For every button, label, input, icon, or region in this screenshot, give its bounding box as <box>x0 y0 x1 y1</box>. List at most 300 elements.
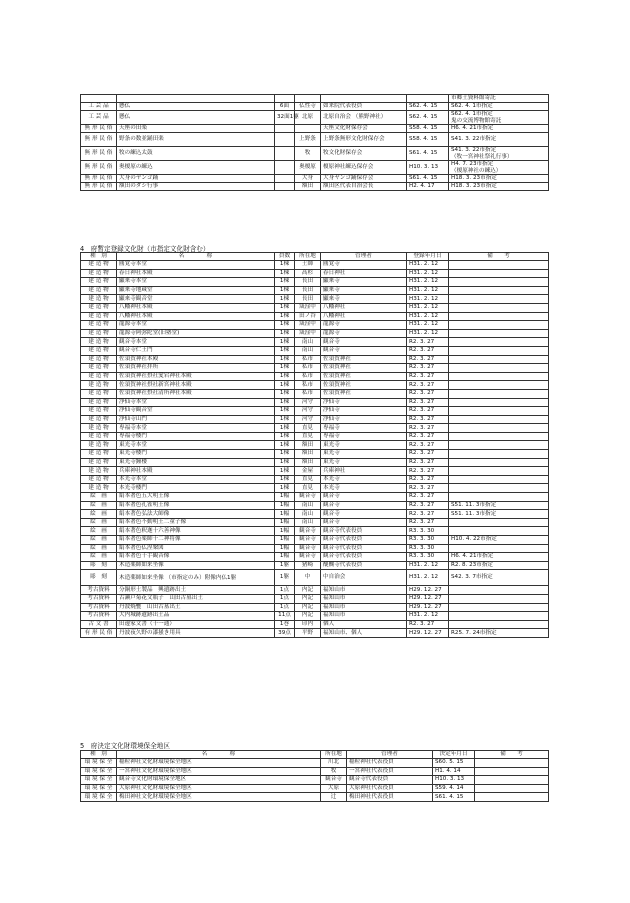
admin-cell: 佐須賀神社 <box>321 355 407 364</box>
admin-cell: 榎原神社練込保存会 <box>321 161 407 175</box>
note-cell <box>449 441 549 450</box>
section5-table-body <box>81 759 549 802</box>
count-cell: 1棟 <box>275 364 295 373</box>
name-cell: 絹本著色薬師十二神将像 <box>117 536 275 545</box>
kind-cell: 建 造 物 <box>81 441 117 450</box>
note-cell <box>449 484 549 493</box>
table-row <box>81 295 549 304</box>
count-cell: 1棟 <box>275 355 295 364</box>
table-row <box>81 620 549 629</box>
date-cell: R2. 3. 27 <box>407 372 449 381</box>
name-cell: 大身のヤンゴ踊 <box>117 175 275 183</box>
kind-cell: 建 造 物 <box>81 389 117 398</box>
admin-cell: 顯來寺 <box>321 286 407 295</box>
name-cell: 専福寺楼門 <box>117 432 275 441</box>
table-row <box>81 603 549 612</box>
table-row <box>81 398 549 407</box>
location-cell: 河守 <box>295 407 321 416</box>
count-cell: 1棟 <box>275 381 295 390</box>
note-cell: S51. 11. 3市指定 <box>449 510 549 519</box>
name-cell: 佐須賀神社本殿 <box>117 355 275 364</box>
name-cell: 絹本著色釈迦十六善神像 <box>117 527 275 536</box>
note-line: H4. 7. 23市指定 <box>451 161 494 168</box>
count-cell <box>275 161 295 175</box>
note-cell <box>449 329 549 338</box>
count-cell: 1幅 <box>275 536 295 545</box>
table-cell <box>407 95 449 103</box>
admin-cell: 龍源寺 <box>321 329 407 338</box>
admin-cell: 佐須賀神社 <box>321 372 407 381</box>
date-cell: H10. 3. 13 <box>433 776 475 785</box>
location-cell: 長田 <box>295 278 321 287</box>
note-cell: H6. 4. 21市指定 <box>449 553 549 562</box>
name-cell: 木造薬師如来坐像 <box>117 561 275 570</box>
name-cell: 八幡神社本殿 <box>117 303 275 312</box>
admin-cell: 顯來寺 <box>321 295 407 304</box>
note-line: S62. 4. 1市指定 <box>451 111 493 118</box>
count-cell: 1幅 <box>275 527 295 536</box>
admin-cell: 佐須賀神社 <box>321 364 407 373</box>
location-cell: 長田 <box>295 286 321 295</box>
count-cell: 1棟 <box>275 475 295 484</box>
table-row <box>81 381 549 390</box>
name-cell: 木造薬師如来坐像 （市指定のみ）附像内仏1躯 <box>117 570 275 586</box>
name-cell: 東光寺本堂 <box>117 441 275 450</box>
table-row <box>81 364 549 373</box>
count-cell: 1棟 <box>275 338 295 347</box>
location-cell: 牧 <box>295 147 321 161</box>
location-cell: 観音寺 <box>321 776 347 785</box>
note-cell <box>449 175 549 183</box>
admin-cell: 梅田神社代表役員 <box>347 793 433 802</box>
location-cell: 印内 <box>295 620 321 629</box>
count-cell: 1幅 <box>275 553 295 562</box>
table-row <box>81 321 549 330</box>
location-cell: 直見 <box>295 432 321 441</box>
table-row <box>81 527 549 536</box>
kind-cell: 建 造 物 <box>81 286 117 295</box>
location-cell: 内記 <box>295 603 321 612</box>
location-cell: 南山 <box>295 501 321 510</box>
kind-cell: 建 造 物 <box>81 269 117 278</box>
date-cell: R2. 3. 27 <box>407 518 449 527</box>
date-cell: S60. 5. 15 <box>433 759 475 768</box>
col-header: 備 考 <box>475 751 549 759</box>
name-cell: 野条の数並踊田楽 <box>117 133 275 147</box>
table-row <box>81 553 549 562</box>
count-cell: 1棟 <box>275 458 295 467</box>
kind-cell: 建 造 物 <box>81 484 117 493</box>
note-cell <box>449 450 549 459</box>
note-cell <box>449 398 549 407</box>
table-row <box>81 501 549 510</box>
col-header: 登録年月日 <box>407 253 449 261</box>
note-cell <box>449 424 549 433</box>
date-cell: H29. 12. 27 <box>407 603 449 612</box>
kind-cell: 絵 画 <box>81 493 117 502</box>
note-line: S41. 3. 22市指定 <box>451 136 497 143</box>
count-cell: 1棟 <box>275 372 295 381</box>
date-cell: H31. 2. 12 <box>407 303 449 312</box>
kind-cell: 絵 画 <box>81 544 117 553</box>
date-cell: R2. 3. 27 <box>407 338 449 347</box>
kind-cell: 建 造 物 <box>81 329 117 338</box>
name-cell: 大原神社文化財環境保全地区 <box>117 784 321 793</box>
name-cell: 浄仙寺山門 <box>117 415 275 424</box>
location-cell: 内記 <box>295 594 321 603</box>
note-line: 鬼の交流博物館寄託 <box>451 117 502 124</box>
note-cell <box>449 467 549 476</box>
kind-cell: 絵 画 <box>81 510 117 519</box>
admin-cell: 北原自治会 （熊野神社） <box>321 111 407 125</box>
name-cell: 絹本著色千手観音像 <box>117 553 275 562</box>
date-cell: R2. 3. 27 <box>407 415 449 424</box>
date-cell: R3. 3. 30 <box>407 544 449 553</box>
kind-cell: 建 造 物 <box>81 407 117 416</box>
count-cell: 1棟 <box>275 467 295 476</box>
table-row <box>81 286 549 295</box>
location-cell: 観音寺 <box>295 493 321 502</box>
name-cell: 佐須賀神社摂社清所神社本殿 <box>117 389 275 398</box>
date-cell: R2. 3. 27 <box>407 620 449 629</box>
col-header: 種 別 <box>81 253 117 261</box>
admin-cell: 専福寺 <box>321 432 407 441</box>
kind-cell: 無 形 民 俗 <box>81 125 117 133</box>
table-row <box>81 125 549 133</box>
location-cell: 額田 <box>295 441 321 450</box>
date-cell: R2. 3. 27 <box>407 484 449 493</box>
note-line: S62. 4. 1市指定 <box>451 103 493 110</box>
table-row <box>81 450 549 459</box>
name-cell: 絹本著色不動明王二童子像 <box>117 518 275 527</box>
table-row <box>81 278 549 287</box>
name-cell: 額田のダシ行事 <box>117 183 275 191</box>
table-row <box>81 95 549 103</box>
note-cell <box>449 527 549 536</box>
note-cell: R25. 7. 24市指定 <box>449 629 549 638</box>
kind-cell: 考古資料 <box>81 603 117 612</box>
name-cell: 本光寺楼門 <box>117 484 275 493</box>
note-cell <box>449 338 549 347</box>
table-row <box>81 261 549 270</box>
count-cell <box>275 125 295 133</box>
name-cell: 懸仏 <box>117 111 275 125</box>
col-header: 名 称 <box>117 253 275 261</box>
count-cell: 1点 <box>275 586 295 595</box>
kind-cell: 環 境 保 全 <box>81 759 117 768</box>
date-cell: S58. 4. 15 <box>407 125 449 133</box>
location-cell: 河守 <box>295 415 321 424</box>
kind-cell: 彫 刻 <box>81 570 117 586</box>
note-line: H18. 3. 23市指定 <box>451 175 497 182</box>
location-cell: 上野条 <box>295 133 321 147</box>
date-cell: H2. 4. 17 <box>407 183 449 191</box>
date-cell: H31. 2. 12 <box>407 312 449 321</box>
admin-cell: 福知山市 <box>321 586 407 595</box>
location-cell: 直見 <box>295 475 321 484</box>
name-cell: 顯來寺観音堂 <box>117 295 275 304</box>
name-cell: 専福寺本堂 <box>117 424 275 433</box>
table-row <box>81 407 549 416</box>
admin-cell: 福知山市 <box>321 594 407 603</box>
kind-cell: 絵 画 <box>81 553 117 562</box>
kind-cell: 建 造 物 <box>81 475 117 484</box>
admin-cell: 佐須賀神社 <box>321 381 407 390</box>
note-cell <box>449 312 549 321</box>
count-cell: 1棟 <box>275 321 295 330</box>
table-row <box>81 415 549 424</box>
admin-cell: 観音寺 <box>321 493 407 502</box>
location-cell: 観音寺 <box>295 527 321 536</box>
note-cell <box>449 372 549 381</box>
note-cell <box>449 286 549 295</box>
count-cell: 6面 <box>275 103 295 111</box>
note-cell <box>449 261 549 270</box>
kind-cell: 建 造 物 <box>81 321 117 330</box>
table-row <box>81 518 549 527</box>
note-cell <box>449 389 549 398</box>
count-cell: 1棟 <box>275 278 295 287</box>
col-header: 名 称 <box>117 751 321 759</box>
table-row <box>81 346 549 355</box>
table-cell <box>275 95 295 103</box>
name-cell: 浄仙寺観音堂 <box>117 407 275 416</box>
admin-cell: 顯來寺 <box>321 278 407 287</box>
section5-header-row <box>81 751 549 759</box>
note-line: H6. 4. 21市指定 <box>451 125 494 132</box>
date-cell: H31. 2. 12 <box>407 321 449 330</box>
date-cell: R2. 3. 27 <box>407 364 449 373</box>
name-cell: 田邊家文書（十一通） <box>117 620 275 629</box>
count-cell: 1棟 <box>275 286 295 295</box>
location-cell: 土師 <box>295 261 321 270</box>
table-row <box>81 355 549 364</box>
table-row <box>81 594 549 603</box>
note-cell <box>475 784 549 793</box>
admin-cell: 東光寺 <box>321 441 407 450</box>
location-cell: 額田 <box>295 450 321 459</box>
date-cell: H31. 2. 12 <box>407 261 449 270</box>
table-row <box>81 312 549 321</box>
location-cell: 額田 <box>295 458 321 467</box>
admin-cell: 大身ヤンゴ踊保存会 <box>321 175 407 183</box>
table-row <box>81 475 549 484</box>
count-cell: 1棟 <box>275 398 295 407</box>
location-cell: 観音寺 <box>295 544 321 553</box>
kind-cell: 建 造 物 <box>81 295 117 304</box>
note-line: S41. 3. 22市指定 <box>451 147 497 154</box>
table-row <box>81 776 549 785</box>
admin-cell: 浄仙寺 <box>321 415 407 424</box>
note-cell <box>475 776 549 785</box>
note-cell <box>449 183 549 191</box>
note-cell <box>449 475 549 484</box>
kind-cell: 絵 画 <box>81 527 117 536</box>
section4-header-row <box>81 253 549 261</box>
note-cell <box>449 111 549 125</box>
date-cell: H29. 12. 27 <box>407 629 449 638</box>
date-cell: H31. 2. 12 <box>407 329 449 338</box>
admin-cell: 如来院代表役員 <box>321 103 407 111</box>
admin-cell: 八幡神社 <box>321 312 407 321</box>
name-cell: 浄仙寺本堂 <box>117 398 275 407</box>
name-cell: 観音寺文化財環境保全地区 <box>117 776 321 785</box>
note-cell <box>449 493 549 502</box>
kind-cell: 建 造 物 <box>81 458 117 467</box>
location-cell: 筬窪中 <box>295 321 321 330</box>
name-cell: 分銅形土製品 興遺跡出土 <box>117 586 275 595</box>
date-cell: R2. 3. 27 <box>407 432 449 441</box>
section5-table <box>80 750 549 802</box>
kind-cell: 工 芸 品 <box>81 103 117 111</box>
note-cell: S42. 3. 7市指定 <box>449 570 549 586</box>
admin-cell: 浄仙寺 <box>321 398 407 407</box>
location-cell: 金屋 <box>295 467 321 476</box>
location-cell: 川北 <box>321 759 347 768</box>
kind-cell: 建 造 物 <box>81 424 117 433</box>
location-cell: 内記 <box>295 586 321 595</box>
date-cell: S59. 4. 14 <box>433 784 475 793</box>
count-cell: 1棟 <box>275 303 295 312</box>
kind-cell: 建 造 物 <box>81 381 117 390</box>
name-cell: 天座の田楽 <box>117 125 275 133</box>
kind-cell: 建 造 物 <box>81 467 117 476</box>
name-cell: 佐須賀神社拝所 <box>117 364 275 373</box>
location-cell: 私市 <box>295 372 321 381</box>
name-cell: 丹波焼甕 山田古墓出土 <box>117 603 275 612</box>
note-cell <box>449 415 549 424</box>
admin-cell: 額田区代表自治会長 <box>321 183 407 191</box>
table-row <box>81 133 549 147</box>
name-cell: 春日神社本殿 <box>117 269 275 278</box>
col-header: 所在地 <box>321 751 347 759</box>
table-row <box>81 458 549 467</box>
location-cell: 奥榎原 <box>295 161 321 175</box>
name-cell: 龍源寺本堂 <box>117 321 275 330</box>
table-row <box>81 570 549 586</box>
name-cell: 絹本著色五大明王像 <box>117 493 275 502</box>
date-cell: H29. 12. 27 <box>407 594 449 603</box>
date-cell: R2. 3. 27 <box>407 510 449 519</box>
date-cell: H31. 2. 12 <box>407 278 449 287</box>
count-cell: 1巻 <box>275 620 295 629</box>
admin-cell: 観音寺 <box>321 510 407 519</box>
date-cell: R2. 3. 27 <box>407 458 449 467</box>
date-cell: R2. 3. 27 <box>407 467 449 476</box>
table-row <box>81 493 549 502</box>
admin-cell: 本光寺 <box>321 475 407 484</box>
admin-cell: 兵庫神社 <box>321 467 407 476</box>
table-row <box>81 536 549 545</box>
count-cell: 1点 <box>275 594 295 603</box>
admin-cell: 中自治会 <box>321 570 407 586</box>
kind-cell: 絵 画 <box>81 518 117 527</box>
count-cell: 1棟 <box>275 329 295 338</box>
location-cell: 南山 <box>295 518 321 527</box>
date-cell: H31. 2. 12 <box>407 269 449 278</box>
count-cell: 1棟 <box>275 407 295 416</box>
admin-cell: 観音寺代表役員 <box>321 544 407 553</box>
count-cell: 1棟 <box>275 312 295 321</box>
admin-cell: 佐須賀神社 <box>321 389 407 398</box>
table-row <box>81 111 549 125</box>
kind-cell: 絵 画 <box>81 501 117 510</box>
admin-cell: 観音寺代表役員 <box>321 527 407 536</box>
col-header: 種 別 <box>81 751 117 759</box>
table-row <box>81 484 549 493</box>
count-cell: 1点 <box>275 603 295 612</box>
location-cell: 高杉 <box>295 269 321 278</box>
admin-cell: 専福寺 <box>321 424 407 433</box>
count-cell: 1棟 <box>275 450 295 459</box>
location-cell: 南山 <box>295 346 321 355</box>
col-header: 所在地 <box>295 253 321 261</box>
kind-cell: 無 形 民 俗 <box>81 133 117 147</box>
admin-cell: 稲粒神社代表役員 <box>347 759 433 768</box>
section4-heading: 4 府暫定登録文化財（市指定文化財含む） <box>80 245 210 253</box>
table-cell <box>81 95 117 103</box>
admin-cell: 牧文化財保存会 <box>321 147 407 161</box>
admin-cell: 浄仙寺 <box>321 407 407 416</box>
admin-cell: 観音寺代表役員 <box>347 776 433 785</box>
admin-cell: 東光寺 <box>321 450 407 459</box>
table-row <box>81 372 549 381</box>
location-cell: 直見 <box>295 424 321 433</box>
date-cell: R2. 3. 27 <box>407 381 449 390</box>
name-cell: 龍源寺阿弥陀堂(旧塾堂) <box>117 329 275 338</box>
admin-cell: 個人 <box>321 620 407 629</box>
kind-cell: 建 造 物 <box>81 303 117 312</box>
section4-table <box>80 252 549 638</box>
kind-cell: 考古資料 <box>81 612 117 621</box>
note-cell <box>449 518 549 527</box>
kind-cell: 建 造 物 <box>81 398 117 407</box>
date-cell: R3. 3. 30 <box>407 553 449 562</box>
admin-cell: 天座文化財保存会 <box>321 125 407 133</box>
location-cell: 辻 <box>321 793 347 802</box>
table-row <box>81 767 549 776</box>
table-row <box>81 561 549 570</box>
count-cell: 1棟 <box>275 424 295 433</box>
count-cell: 1棟 <box>275 484 295 493</box>
table-row <box>81 183 549 191</box>
count-cell: 1躯 <box>275 561 295 570</box>
name-cell: 観音寺仁王門 <box>117 346 275 355</box>
note-cell <box>449 544 549 553</box>
admin-cell: 観音寺 <box>321 338 407 347</box>
note-cell <box>449 432 549 441</box>
col-header: 決定年月日 <box>433 751 475 759</box>
note-cell <box>475 759 549 768</box>
location-cell: 内記 <box>295 612 321 621</box>
count-cell <box>275 183 295 191</box>
location-cell <box>295 125 321 133</box>
date-cell: R2. 3. 27 <box>407 346 449 355</box>
col-header: 備 考 <box>449 253 549 261</box>
kind-cell: 工 芸 品 <box>81 111 117 125</box>
note-cell <box>449 103 549 111</box>
kind-cell: 無 形 民 俗 <box>81 161 117 175</box>
note-line: H18. 3. 23市指定 <box>451 183 497 190</box>
note-cell <box>449 355 549 364</box>
kind-cell: 有 形 民 俗 <box>81 629 117 638</box>
count-cell <box>275 175 295 183</box>
date-cell: R3. 3. 30 <box>407 536 449 545</box>
name-cell: 絹本著色仏涅槃図 <box>117 544 275 553</box>
kind-cell: 環 境 保 全 <box>81 784 117 793</box>
count-cell: 39点 <box>275 629 295 638</box>
admin-cell: 圓覚寺 <box>321 261 407 270</box>
